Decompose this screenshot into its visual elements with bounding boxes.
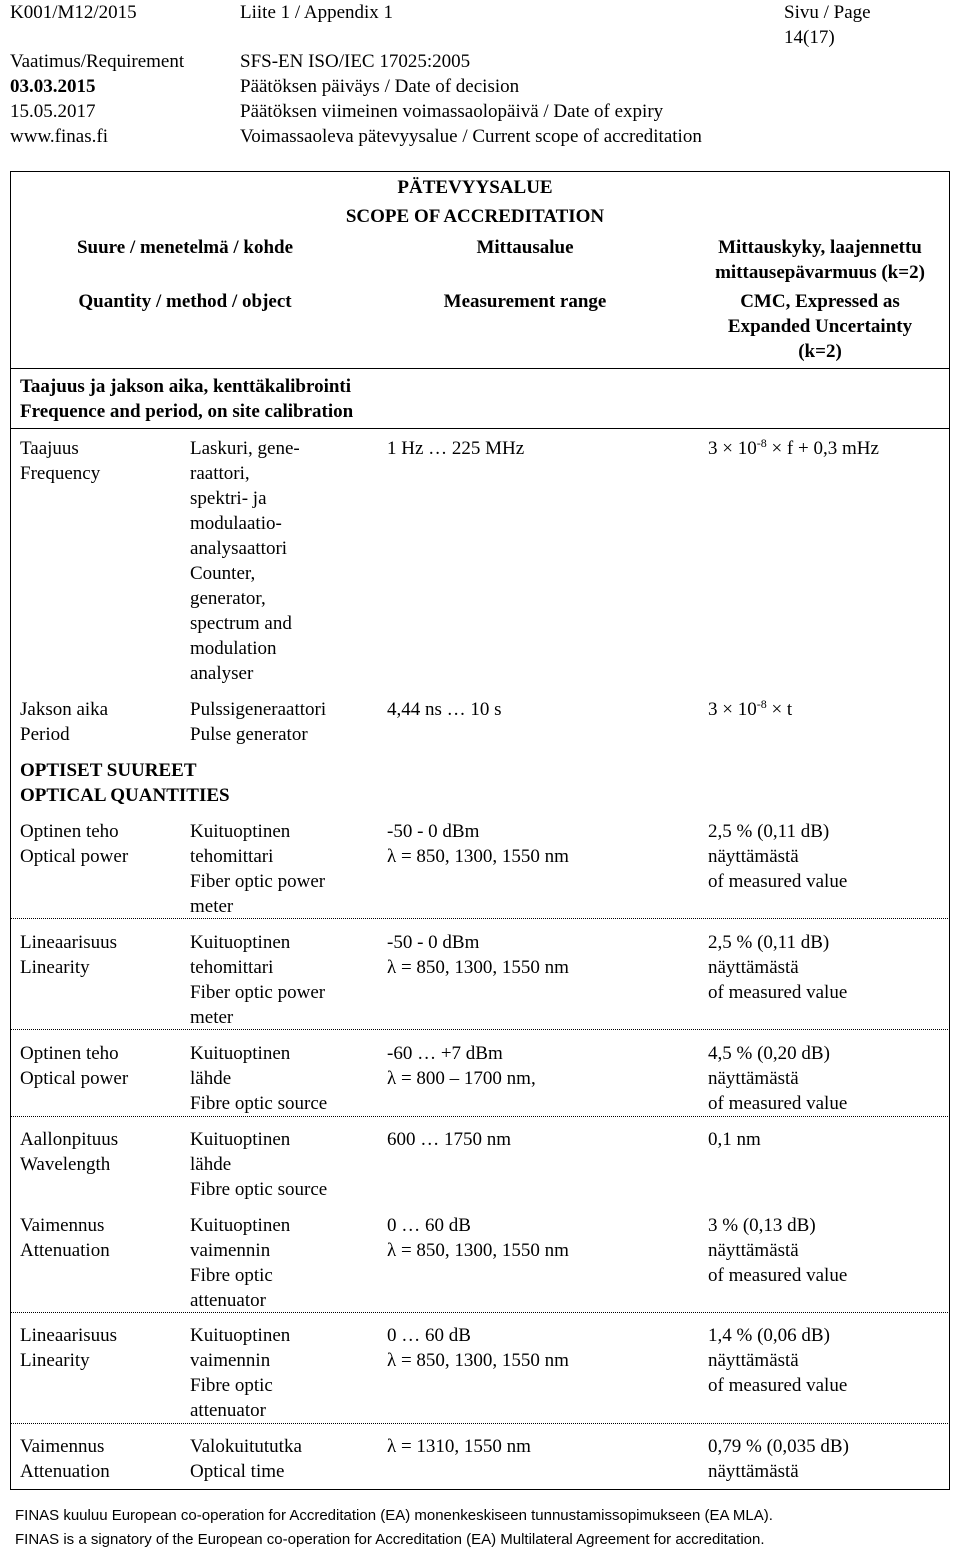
scope-title-en: SCOPE OF ACCREDITATION bbox=[345, 206, 605, 227]
row-separator bbox=[10, 1029, 950, 1030]
expiry-date: 15.05.2017 bbox=[10, 101, 96, 122]
decision-date: 03.03.2015 bbox=[10, 76, 96, 97]
row-quantity: Jakson aika Period bbox=[20, 699, 109, 745]
row-range: 0 … 60 dB λ = 850, 1300, 1550 nm bbox=[387, 1325, 569, 1371]
document-id: K001/M12/2015 bbox=[10, 2, 137, 23]
section-title-frequency: Taajuus ja jakson aika, kenttäkalibrointi Frequence and period, on site calibration bbox=[20, 376, 354, 422]
row-range: 600 … 1750 nm bbox=[387, 1129, 512, 1150]
row-cmc: 1,4 % (0,06 dB) näyttämästä of measured value bbox=[708, 1325, 848, 1396]
row-cmc: 0,79 % (0,035 dB) näyttämästä bbox=[708, 1436, 849, 1482]
row-cmc: 0,1 nm bbox=[708, 1129, 761, 1150]
row-range: 0 … 60 dB λ = 850, 1300, 1550 nm bbox=[387, 1215, 569, 1261]
column-header-cmc-fi: Mittauskyky, laajennettu mittausepävarmuus (k=2) bbox=[715, 237, 925, 283]
row-instrument: Kuituoptinen vaimennin Fibre optic attenuator bbox=[190, 1325, 291, 1421]
column-header-quantity-en: Quantity / method / object bbox=[78, 291, 292, 312]
table-header-bottom-border bbox=[10, 368, 950, 369]
footer-line-en: FINAS is a signatory of the European co-operation for Accreditation (EA) Multilateral Agreement for accreditation. bbox=[15, 1531, 765, 1548]
table-right-border bbox=[949, 171, 950, 1490]
row-quantity: Taajuus Frequency bbox=[20, 438, 101, 484]
row-range: 1 Hz … 225 MHz bbox=[387, 438, 525, 459]
row-instrument: Kuituoptinen lähde Fibre optic source bbox=[190, 1129, 328, 1200]
row-separator bbox=[10, 1312, 950, 1313]
row-range: -60 … +7 dBm λ = 800 – 1700 nm, bbox=[387, 1043, 536, 1089]
exponent: -8 bbox=[756, 697, 767, 711]
row-instrument: Kuituoptinen vaimennin Fibre optic attenuator bbox=[190, 1215, 291, 1311]
row-instrument: Kuituoptinen tehomittari Fiber optic power meter bbox=[190, 932, 326, 1028]
requirement-label: Vaatimus/Requirement bbox=[10, 51, 185, 72]
row-range: λ = 1310, 1550 nm bbox=[387, 1436, 531, 1457]
row-cmc: $3 \times 10^{-8} \times f + 0,3$ mHz bbox=[708, 436, 879, 459]
column-header-range-fi: Mittausalue bbox=[476, 237, 574, 258]
row-quantity: Vaimennus Attenuation bbox=[20, 1215, 110, 1261]
page-label: Sivu / Page bbox=[784, 2, 871, 23]
requirement-value: SFS-EN ISO/IEC 17025:2005 bbox=[240, 51, 471, 72]
row-range: -50 - 0 dBm λ = 850, 1300, 1550 nm bbox=[387, 821, 569, 867]
column-header-quantity-fi: Suure / menetelmä / kohde bbox=[76, 237, 294, 258]
exponent: -8 bbox=[756, 436, 767, 450]
decision-date-label: Päätöksen päiväys / Date of decision bbox=[240, 76, 520, 97]
page-number: 14(17) bbox=[784, 27, 835, 48]
row-cmc: 4,5 % (0,20 dB) näyttämästä of measured value bbox=[708, 1043, 848, 1114]
column-header-cmc-en: CMC, Expressed as Expanded Uncertainty (k=2) bbox=[727, 291, 913, 362]
row-quantity: Vaimennus Attenuation bbox=[20, 1436, 110, 1482]
section-divider bbox=[10, 428, 950, 429]
row-instrument: Valokuitututka Optical time bbox=[190, 1436, 302, 1482]
row-quantity: Optinen teho Optical power bbox=[20, 821, 129, 867]
row-instrument: Kuituoptinen tehomittari Fiber optic power meter bbox=[190, 821, 326, 917]
row-quantity: Lineaarisuus Linearity bbox=[20, 932, 118, 978]
expiry-date-label: Päätöksen viimeinen voimassaolopäivä / Date of expiry bbox=[240, 101, 664, 122]
table-top-border bbox=[10, 171, 950, 172]
footer-line-fi: FINAS kuuluu European co-operation for Accreditation (EA) monenkeskiseen tunnustamissopimukseen (EA MLA). bbox=[15, 1507, 773, 1524]
row-range: 4,44 ns … 10 s bbox=[387, 699, 502, 720]
column-header-range-en: Measurement range bbox=[443, 291, 607, 312]
scope-label: Voimassaoleva pätevyysalue / Current scope of accreditation bbox=[240, 126, 702, 147]
row-range: -50 - 0 dBm λ = 850, 1300, 1550 nm bbox=[387, 932, 569, 978]
appendix-label: Liite 1 / Appendix 1 bbox=[240, 2, 394, 23]
row-cmc: 2,5 % (0,11 dB) näyttämästä of measured value bbox=[708, 932, 848, 1003]
row-quantity: Optinen teho Optical power bbox=[20, 1043, 129, 1089]
row-quantity: Aallonpituus Wavelength bbox=[20, 1129, 119, 1175]
row-instrument: Kuituoptinen lähde Fibre optic source bbox=[190, 1043, 328, 1114]
table-bottom-border bbox=[10, 1489, 950, 1490]
website-link[interactable]: www.finas.fi bbox=[10, 126, 108, 147]
row-quantity: Lineaarisuus Linearity bbox=[20, 1325, 118, 1371]
section-title-optical: OPTISET SUUREET OPTICAL QUANTITIES bbox=[20, 760, 230, 806]
row-separator bbox=[10, 918, 950, 919]
row-cmc: $3 \times 10^{-8} \times t$ bbox=[708, 697, 793, 720]
row-separator bbox=[10, 1423, 950, 1424]
row-cmc: 3 % (0,13 dB) näyttämästä of measured value bbox=[708, 1215, 848, 1286]
scope-title-fi: PÄTEVYYSALUE bbox=[397, 177, 553, 198]
row-separator bbox=[10, 1116, 950, 1117]
row-cmc: 2,5 % (0,11 dB) näyttämästä of measured value bbox=[708, 821, 848, 892]
table-left-border bbox=[10, 171, 11, 1490]
row-instrument: Pulssigeneraattori Pulse generator bbox=[190, 699, 327, 745]
row-instrument: Laskuri, gene- raattori, spektri- ja modulaatio- analysaattori Counter, generator, spectrum and modulation analyser bbox=[190, 438, 300, 684]
